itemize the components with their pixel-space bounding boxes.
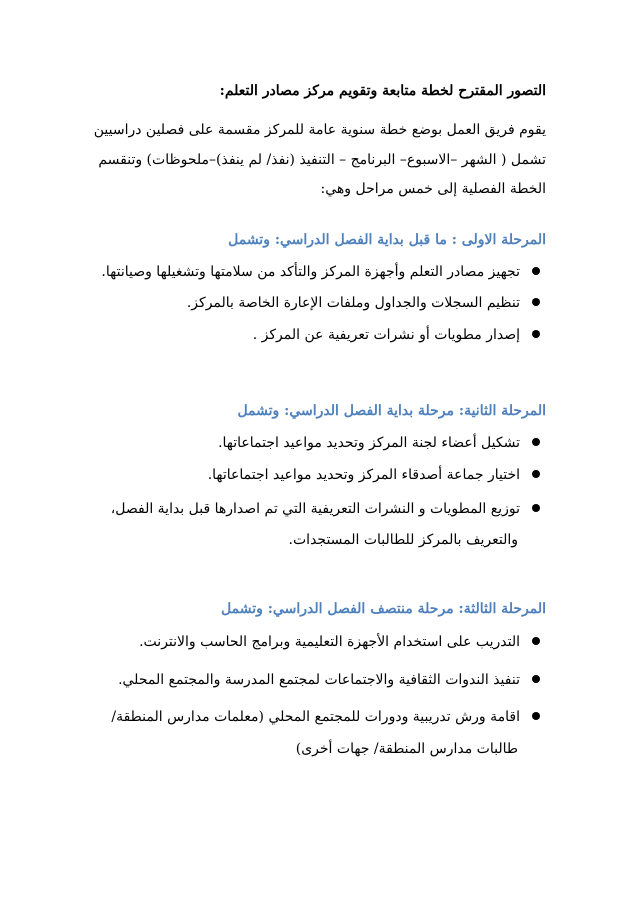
- document-title: التصور المقترح لخطة متابعة وتقويم مركز مصادر التعلم:: [219, 83, 546, 99]
- stage-3-heading: المرحلة الثالثة: مرحلة منتصف الفصل الدراسي: وتشمل: [221, 601, 546, 617]
- intro-line-1: يقوم فريق العمل بوضع خطة سنوية عامة للمركز مقسمة على فصلين دراسيين: [93, 122, 546, 138]
- stage-2-item-3: [40, 500, 546, 518]
- stage-1-item-3: [40, 326, 546, 344]
- stage-2-item-3-continuation: والتعريف بالمركز للطالبات المستجدات.: [288, 532, 518, 548]
- stage-2-heading: المرحلة الثانية: مرحلة بداية الفصل الدراسي: وتشمل: [237, 403, 546, 419]
- bullet-icon: [532, 470, 540, 478]
- stage-3-item-1: [40, 633, 546, 651]
- bullet-icon: [532, 637, 540, 645]
- stage-2-item-2: [40, 466, 546, 484]
- stage-3-item-2-text: تنفيذ الندوات الثقافية والاجتماعات لمجتمع المدرسة والمجتمع المحلي.: [118, 672, 520, 688]
- stage-3-item-1-text: التدريب على استخدام الأجهزة التعليمية وبرامج الحاسب والانترنت.: [139, 634, 520, 650]
- bullet-icon: [532, 438, 540, 446]
- stage-1-item-2: [40, 294, 546, 312]
- bullet-icon: [532, 267, 540, 275]
- bullet-icon: [532, 330, 540, 338]
- bullet-icon: [532, 298, 540, 306]
- stage-2-item-1-text: تشكيل أعضاء لجنة المركز وتحديد مواعيد اجتماعاتها.: [218, 435, 520, 451]
- bullet-icon: [532, 675, 540, 683]
- stage-1-item-1: [40, 263, 546, 281]
- stage-3-item-3-continuation: طالبات مدارس المنطقة/ جهات أخرى): [295, 741, 518, 757]
- stage-1-item-3-text: إصدار مطويات أو نشرات تعريفية عن المركز .: [252, 327, 520, 343]
- bullet-icon: [532, 504, 540, 512]
- intro-line-3: الخطة الفصلية إلى خمس مراحل وهي:: [320, 181, 546, 197]
- stage-3-item-2: [40, 671, 546, 689]
- stage-2-item-2-text: اختيار جماعة أصدقاء المركز وتحديد مواعيد اجتماعاتها.: [207, 467, 520, 483]
- stage-3-item-3: [40, 708, 546, 726]
- stage-1-item-2-text: تنظيم السجلات والجداول وملفات الإعارة الخاصة بالمركز.: [186, 295, 520, 311]
- stage-2-item-1: [40, 434, 546, 452]
- stage-3-item-3-text: اقامة ورش تدريبية ودورات للمجتمع المحلي (معلمات مدارس المنطقة/: [111, 709, 520, 725]
- stage-1-heading: المرحلة الاولى : ما قبل بداية الفصل الدراسي: وتشمل: [228, 232, 546, 248]
- stage-1-item-1-text: تجهيز مصادر التعلم وأجهزة المركز والتأكد من سلامتها وتشغيلها وصيانتها.: [101, 264, 520, 280]
- stage-2-item-3-text: توزيع المطويات و النشرات التعريفية التي تم اصدارها قبل بداية الفصل،: [110, 501, 520, 517]
- intro-line-2: تشمل ( الشهر –الاسبوع– البرنامج – التنفيذ (نفذ/ لم ينفذ)–ملحوظات) وتنقسم: [98, 152, 546, 168]
- bullet-icon: [532, 712, 540, 720]
